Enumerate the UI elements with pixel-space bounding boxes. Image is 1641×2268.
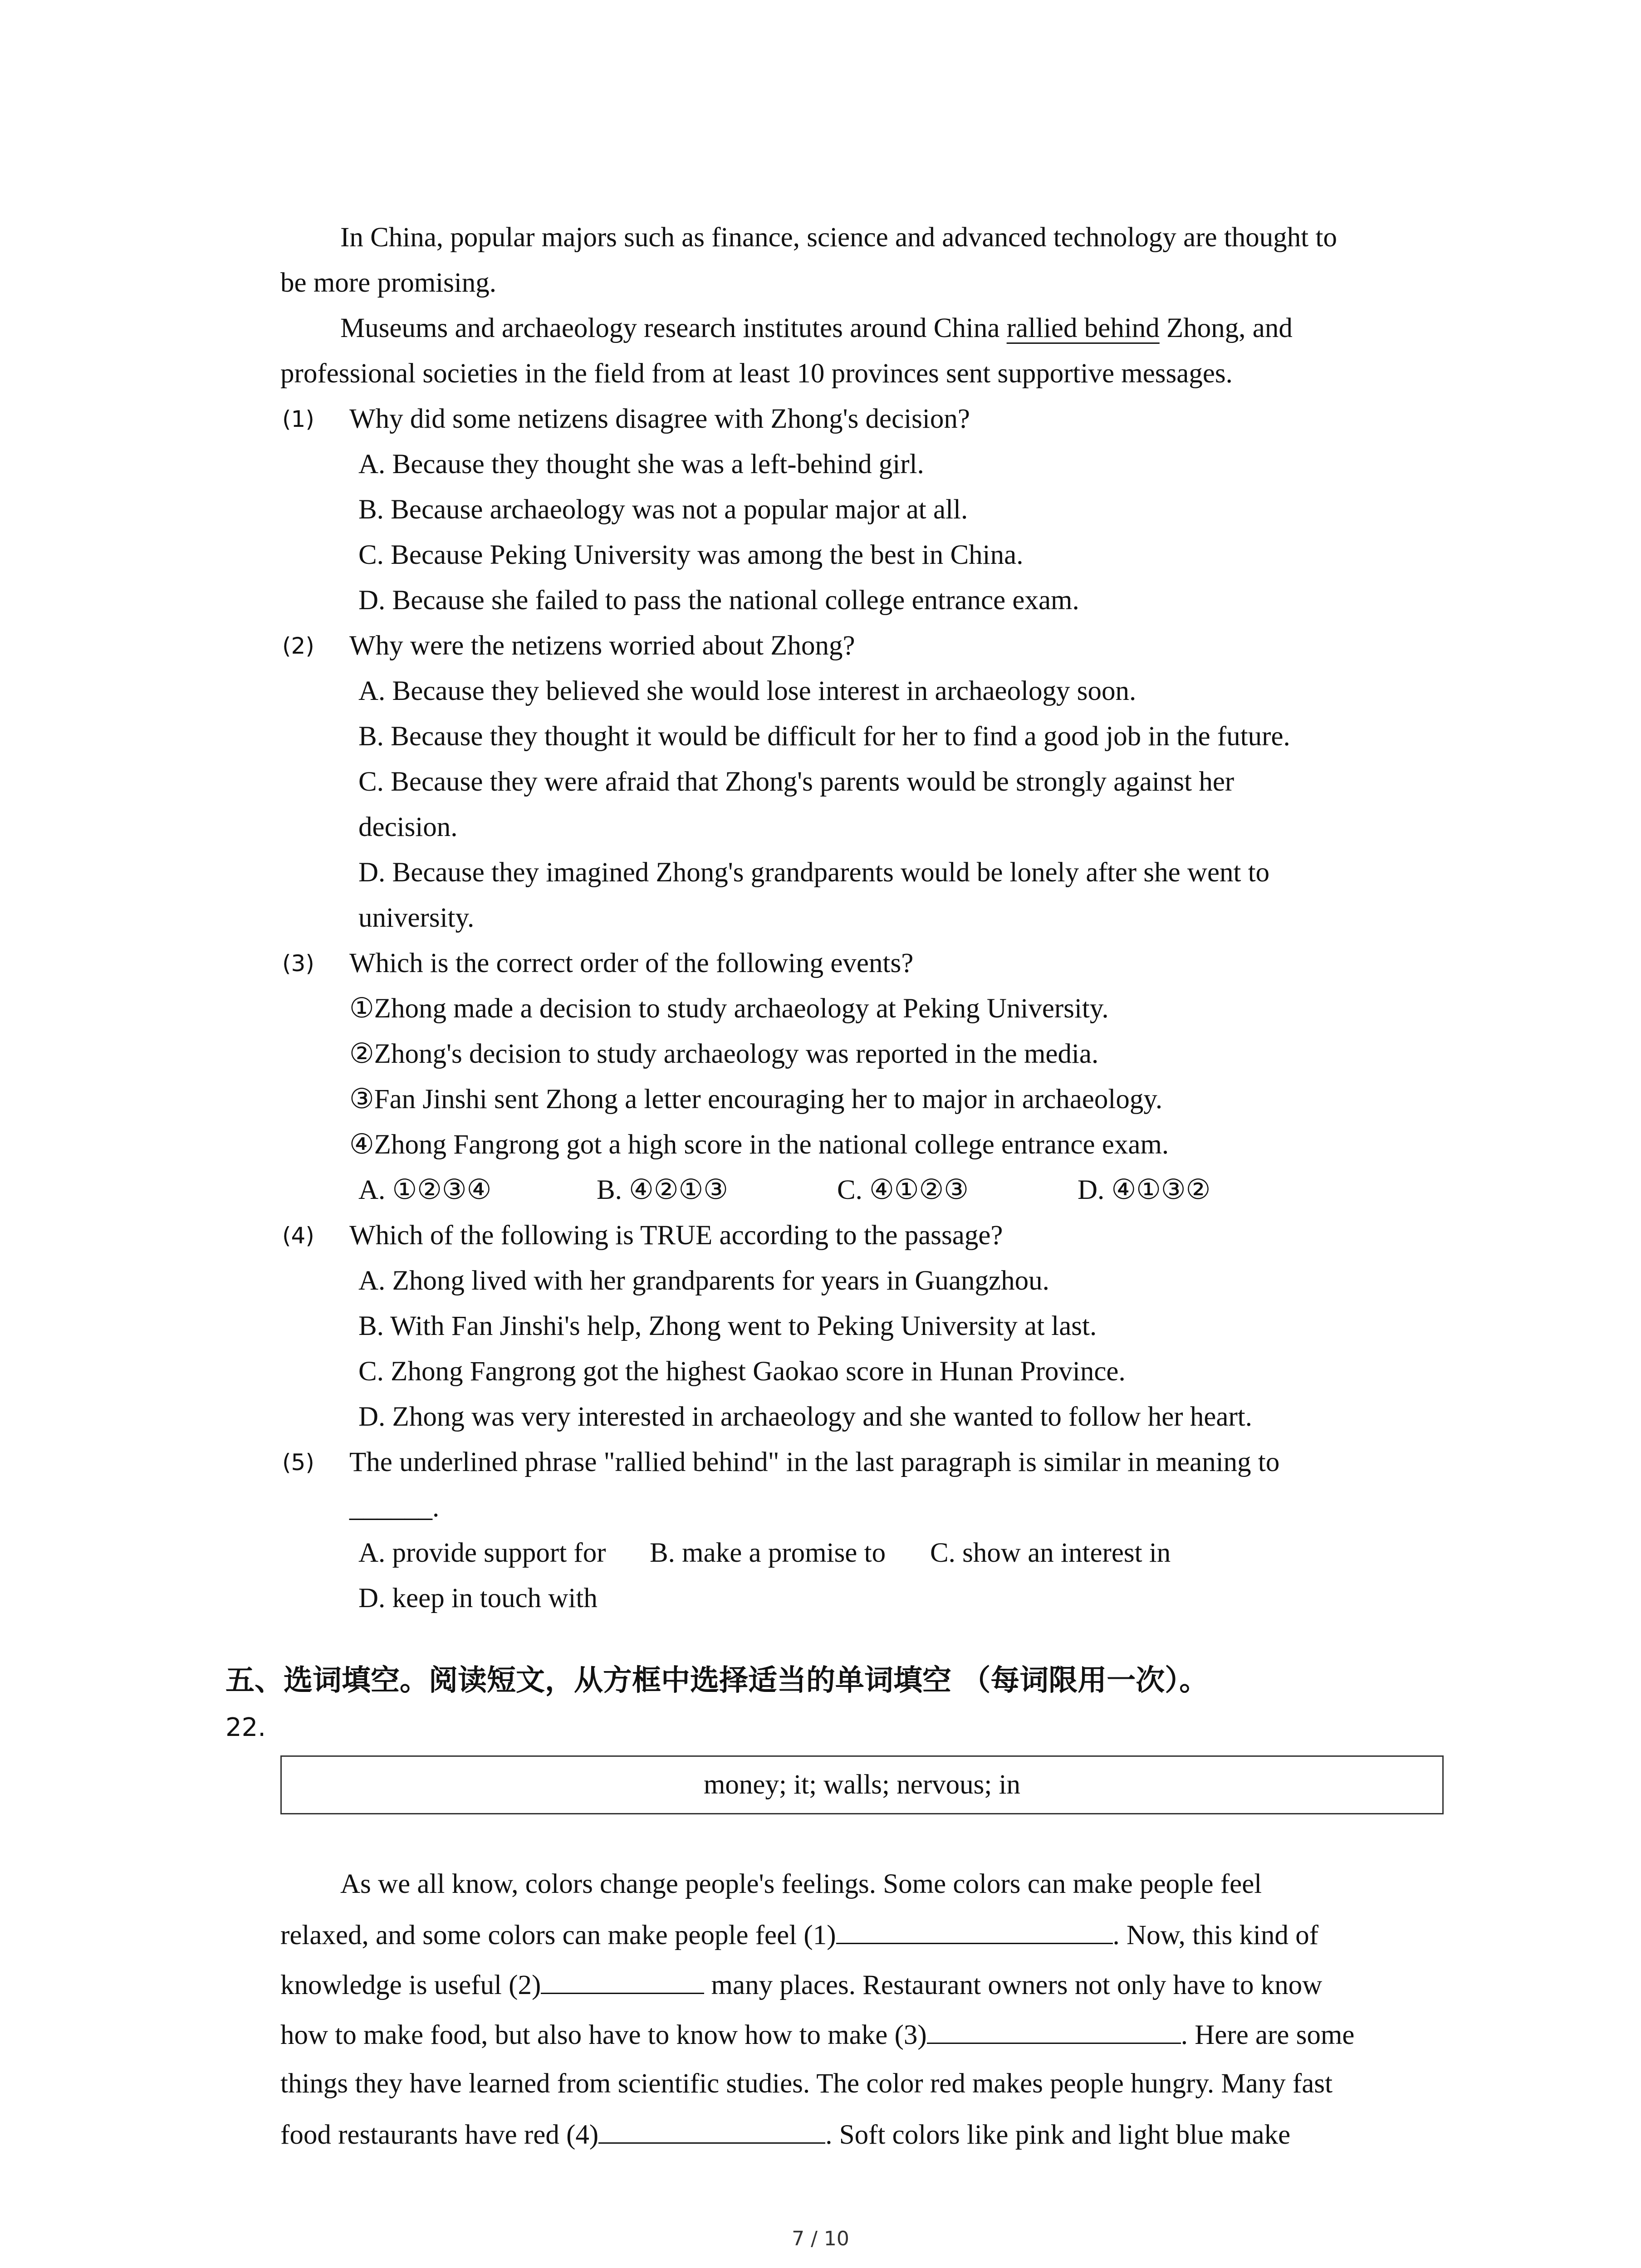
passage-line [280, 1966, 1322, 2003]
passage-line: things they have learned from scientific studies. The color red makes people hungry. Many fast [280, 2068, 1333, 2099]
blank-2[interactable] [541, 1966, 704, 1994]
question-number: (1) [282, 406, 314, 432]
answer-option[interactable]: B. Because archaeology was not a popular major at all. [358, 494, 968, 525]
answer-option[interactable]: C. Because Peking University was among the best in China. [358, 540, 1024, 570]
answer-option[interactable]: B. With Fan Jinshi's help, Zhong went to Peking University at last. [358, 1311, 1097, 1341]
answer-option[interactable]: A. Zhong lived with her grandparents for years in Guangzhou. [358, 1266, 1049, 1296]
passage-line [280, 2116, 1290, 2153]
answer-option[interactable]: B. Because they thought it would be difficult for her to find a good job in the future. [358, 721, 1290, 752]
passage-line [340, 311, 1293, 346]
answer-option[interactable]: C. Zhong Fangrong got the highest Gaokao score in Hunan Province. [358, 1356, 1126, 1387]
passage-text: how to make food, but also have to know how to make (3) [280, 2020, 927, 2050]
question-stem: Which of the following is TRUE according to the passage? [349, 1220, 1003, 1251]
passage-text: Zhong, and [1159, 313, 1293, 343]
passage-line: professional societies in the field from at least 10 provinces sent supportive messages. [280, 358, 1233, 389]
answer-option[interactable]: D. ④①③② [1078, 1175, 1211, 1205]
answer-option[interactable]: C. ④①②③ [837, 1175, 969, 1205]
word-box [280, 1755, 1444, 1814]
event-item: ④Zhong Fangrong got a high score in the national college entrance exam. [349, 1129, 1169, 1160]
underlined-phrase: rallied behind [1006, 313, 1160, 343]
question-number: (3) [282, 950, 314, 977]
question-number: (4) [282, 1222, 314, 1249]
passage-line: In China, popular majors such as finance, science and advanced technology are thought to [340, 222, 1337, 253]
passage-text: food restaurants have red (4) [280, 2120, 599, 2150]
answer-option[interactable]: A. ①②③④ [358, 1175, 492, 1205]
passage-text: Museums and archaeology research institutes around China [340, 313, 1007, 343]
question-number: 22. [225, 1713, 266, 1742]
passage-line: As we all know, colors change people's feelings. Some colors can make people feel [340, 1869, 1262, 1899]
event-item: ③Fan Jinshi sent Zhong a letter encouraging her to major in archaeology. [349, 1084, 1163, 1114]
answer-option[interactable]: D. Because they imagined Zhong's grandparents would be lonely after she went to [358, 857, 1270, 888]
blank-3[interactable] [927, 2016, 1181, 2044]
question-stem: The underlined phrase "rallied behind" in the last paragraph is similar in meaning to [349, 1447, 1280, 1477]
answer-option[interactable]: D. Zhong was very interested in archaeology and she wanted to follow her heart. [358, 1402, 1252, 1432]
passage-text: knowledge is useful (2) [280, 1970, 541, 2000]
passage-text: . Here are some [1181, 2020, 1355, 2050]
event-item: ①Zhong made a decision to study archaeology at Peking University. [349, 993, 1109, 1024]
answer-option[interactable]: A. provide support for [358, 1538, 606, 1568]
question-stem-blank: ______. [349, 1492, 440, 1523]
blank-1[interactable] [836, 1916, 1113, 1944]
question-stem: Why did some netizens disagree with Zhong's decision? [349, 404, 970, 434]
answer-option[interactable]: C. show an interest in [930, 1538, 1171, 1568]
answer-option[interactable]: A. Because they believed she would lose interest in archaeology soon. [358, 676, 1136, 706]
passage-text: . Soft colors like pink and light blue make [825, 2120, 1291, 2150]
question-stem: Why were the netizens worried about Zhong? [349, 631, 855, 661]
passage-text: many places. Restaurant owners not only have to know [704, 1970, 1323, 2000]
passage-text: relaxed, and some colors can make people feel (1) [280, 1920, 836, 1950]
passage-text: . Now, this kind of [1112, 1920, 1319, 1950]
section-title: 五、选词填空。阅读短文，从方框中选择适当的单词填空 （每词限用一次）。 [225, 1663, 1209, 1697]
event-item: ②Zhong's decision to study archaeology was reported in the media. [349, 1039, 1099, 1069]
question-number: (5) [282, 1449, 314, 1476]
passage-line [280, 2016, 1355, 2053]
answer-option-continued: university. [358, 903, 475, 933]
answer-option[interactable]: D. keep in touch with [358, 1583, 598, 1613]
passage-line [280, 1916, 1318, 1953]
page-number: 7 / 10 [792, 2227, 849, 2250]
answer-option-continued: decision. [358, 812, 458, 842]
word-list: money; it; walls; nervous; in [703, 1769, 1021, 1800]
blank-4[interactable] [598, 2116, 825, 2144]
passage-line: be more promising. [280, 268, 497, 298]
answer-option[interactable]: D. Because she failed to pass the national college entrance exam. [358, 585, 1079, 616]
question-number: (2) [282, 633, 314, 659]
answer-option[interactable]: A. Because they thought she was a left-behind girl. [358, 449, 924, 479]
answer-option[interactable]: C. Because they were afraid that Zhong's parents would be strongly against her [358, 767, 1234, 797]
question-stem: Which is the correct order of the following events? [349, 948, 914, 978]
answer-option[interactable]: B. ④②①③ [597, 1175, 728, 1205]
answer-option[interactable]: B. make a promise to [650, 1538, 886, 1568]
